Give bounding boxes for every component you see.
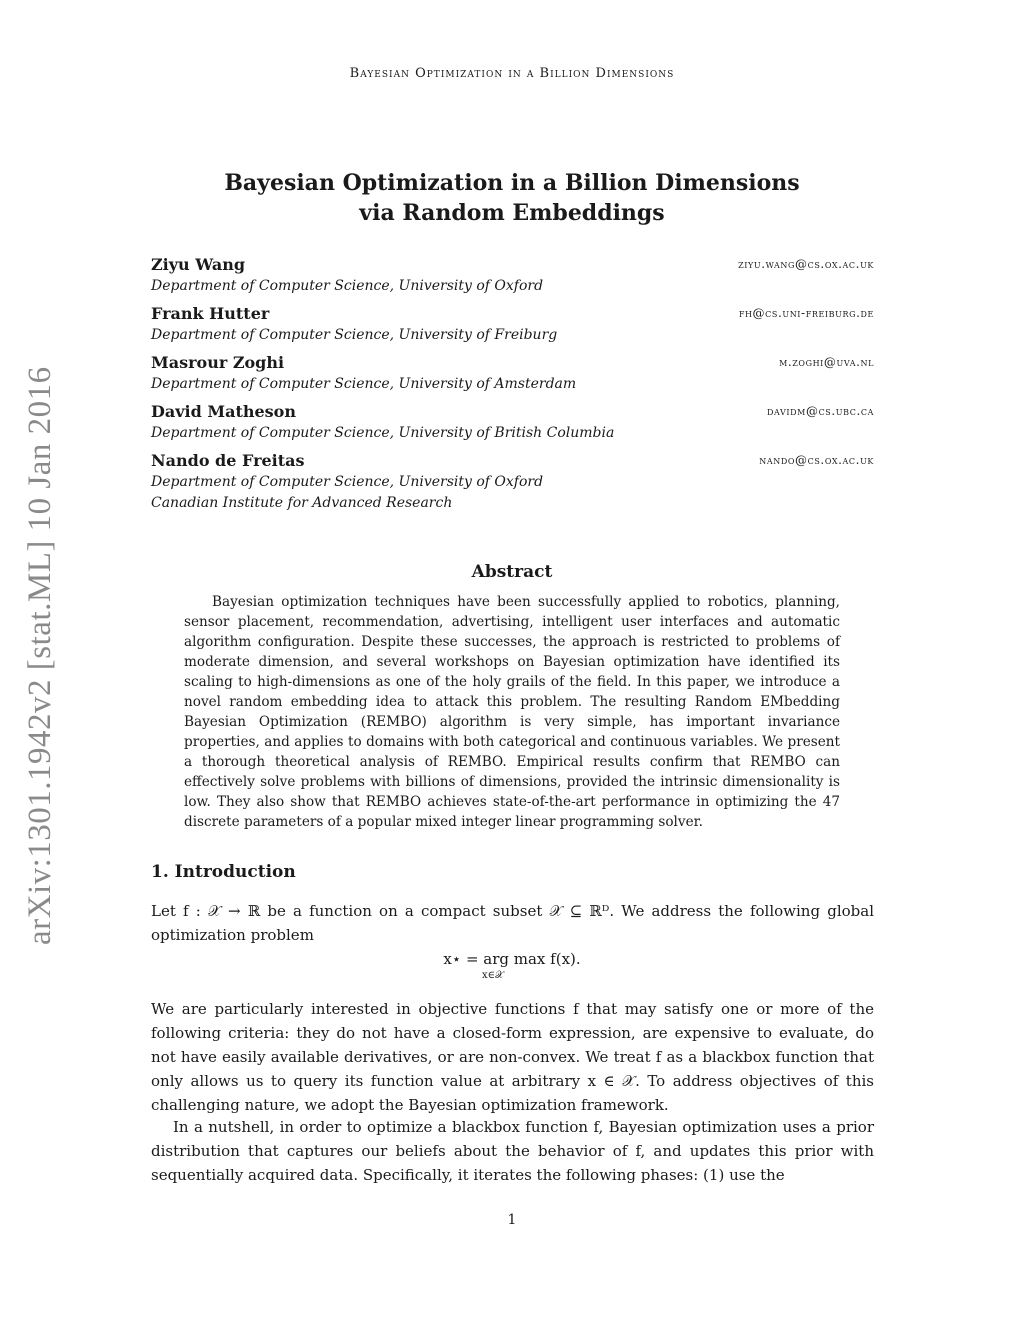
author-email: m.zoghi@uva.nl <box>779 355 874 369</box>
optimization-equation: x⋆ = arg max f(x). <box>443 950 581 968</box>
page-number: 1 <box>507 1212 517 1228</box>
equation-subscript: x∈𝒳 <box>482 970 504 981</box>
author-name: Frank Hutter <box>151 304 270 323</box>
abstract-heading: Abstract <box>471 562 553 582</box>
author-email: fh@cs.uni-freiburg.de <box>738 306 874 320</box>
author-name: Ziyu Wang <box>151 255 246 274</box>
author-email: nando@cs.ox.ac.uk <box>759 453 874 467</box>
paragraph-3: In a nutshell, in order to optimize a blackbox function f, Bayesian optimization uses a prior distribution that captures our beliefs about the behavior of f, and updates this prior with sequentially acquired data. Specifically, it iterates the following phases: (1) use the <box>151 1118 874 1184</box>
paper-title <box>0 168 1024 228</box>
author-name: David Matheson <box>151 402 296 421</box>
author-affiliation: Department of Computer Science, University of Oxford <box>151 278 544 294</box>
author-affiliation: Department of Computer Science, University of Oxford <box>151 474 544 490</box>
arxiv-stamp: arXiv:1301.1942v2 [stat.ML] 10 Jan 2016 <box>22 366 58 945</box>
author-name: Nando de Freitas <box>151 451 305 470</box>
author-block <box>151 401 874 444</box>
author-block <box>151 450 874 514</box>
title-line-2: via Random Embeddings <box>359 200 665 226</box>
author-name: Masrour Zoghi <box>151 353 285 372</box>
author-block <box>151 303 874 346</box>
abstract-text: Bayesian optimization techniques have been successfully applied to robotics, planning, sensor placement, recommendation, advertising, intelligent user interfaces and automatic algorithm configuration. Despite these successes, the approach is restricted to problems of moderate dimension, and several workshops on Bayesian optimization have identified its scaling to high-dimensions as one of the holy grails of the field. In this paper, we introduce a novel random embedding idea to attack this problem. The resulting Random EMbedding Bayesian Optimization (REMBO) algorithm is very simple, has important invariance properties, and applies to domains with both categorical and continuous variables. We present a thorough theoretical analysis of REMBO. Empirical results confirm that REMBO can effectively solve problems with billions of dimensions, provided the intrinsic dimensionality is low. They also show that REMBO achieves state-of-the-art performance in optimizing the 47 discrete parameters of a popular mixed integer linear programming solver. <box>184 594 840 830</box>
title-line-1: Bayesian Optimization in a Billion Dimensions <box>224 170 800 196</box>
paragraph-1: Let f : 𝒳 → ℝ be a function on a compact subset 𝒳 ⊆ ℝᴰ. We address the following global optimization problem <box>151 902 874 944</box>
author-list <box>151 254 874 520</box>
running-head: Bayesian Optimization in a Billion Dimensions <box>349 66 675 81</box>
author-affiliation-secondary: Canadian Institute for Advanced Research <box>151 495 453 511</box>
author-block <box>151 254 874 297</box>
author-affiliation: Department of Computer Science, University of Freiburg <box>151 327 558 343</box>
section-heading-introduction: 1. Introduction <box>151 862 296 882</box>
author-email: davidm@cs.ubc.ca <box>767 404 874 418</box>
author-block <box>151 352 874 395</box>
author-email: ziyu.wang@cs.ox.ac.uk <box>738 257 874 271</box>
author-affiliation: Department of Computer Science, University of British Columbia <box>151 425 615 441</box>
author-affiliation: Department of Computer Science, University of Amsterdam <box>151 376 577 392</box>
paragraph-2: We are particularly interested in objective functions f that may satisfy one or more of the following criteria: they do not have a closed-form expression, are expensive to evaluate, do not have easily available derivatives, or are non-convex. We treat f as a blackbox function that only allows us to query its function value at arbitrary x ∈ 𝒳. To address objectives of this challenging nature, we adopt the Bayesian optimization framework. <box>151 1000 874 1114</box>
